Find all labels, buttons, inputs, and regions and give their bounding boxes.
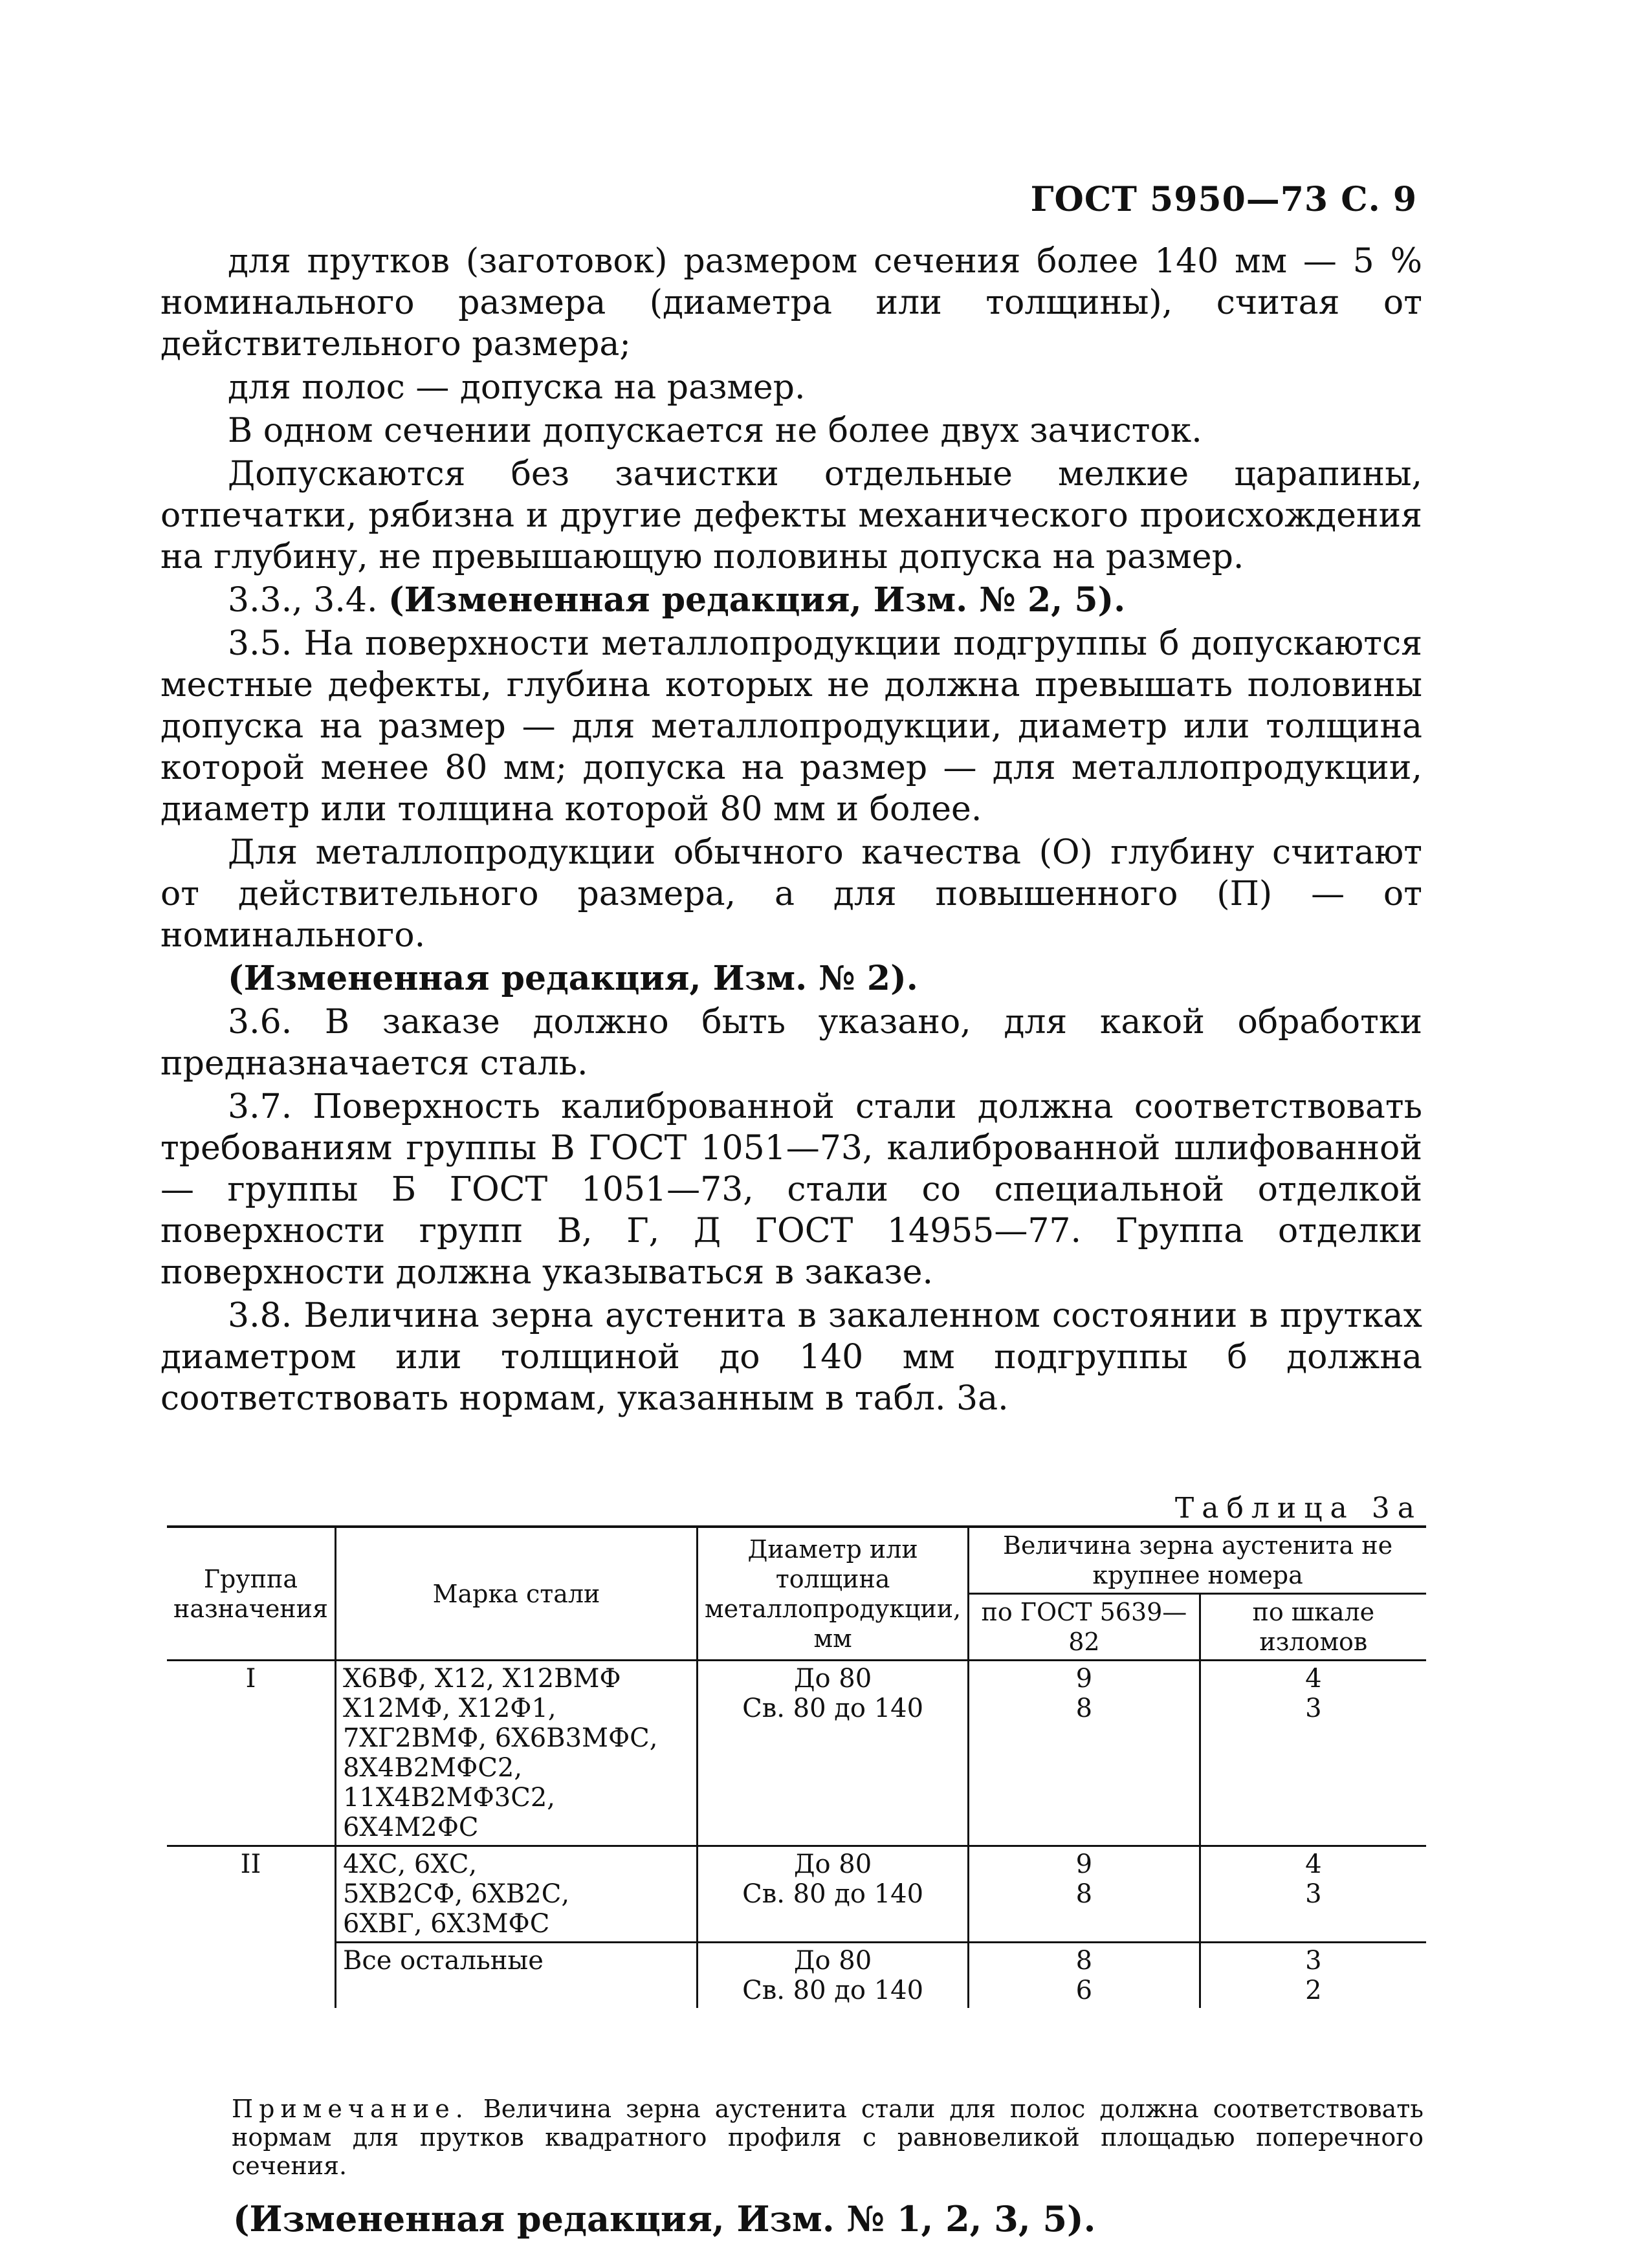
paragraph: для полос — допуска на размер. <box>228 368 806 407</box>
cell-diameter <box>698 1661 969 1846</box>
table-caption: Таблица 3а <box>1174 1492 1422 1525</box>
gost-value: 8 <box>1075 1694 1093 1723</box>
diameter-line: До 80 <box>793 1849 872 1879</box>
fracture-value: 3 <box>1305 1694 1322 1723</box>
note-text: Величина зерна аустенита стали для полос должна соответствовать нормам для прутков квадратного профиля с равновеликой площадью поперечного сечения. <box>232 2095 1424 2180</box>
cell-diameter <box>698 1846 969 1943</box>
paragraph: Для металлопродукции обычного качества (О) глубину считают от действительного размера, а для повышенного (П) — от номинального. <box>160 833 1422 955</box>
paragraph: 3.5. На поверхности металлопродукции подгруппы б допускаются местные дефекты, глубина которых не должна превышать половины допуска на размер — для металлопродукции, диаметр или толщина которой менее 80 мм; допуска на размер — для металлопродукции, диаметр или толщина которой 80 мм и более. <box>160 624 1422 829</box>
grade-line: Х6ВФ, Х12, Х12ВМФ <box>342 1664 621 1694</box>
cell-grade <box>335 1846 697 1943</box>
grade-line: 7ХГ2ВМФ, 6Х6В3МФС, <box>342 1723 658 1753</box>
gost-value: 8 <box>1075 1879 1093 1909</box>
table-row <box>167 1661 1426 1846</box>
paragraph <box>160 580 1422 621</box>
table-row <box>167 1943 1426 2009</box>
table-header-row <box>167 1527 1426 1594</box>
grade-line: Все остальные <box>342 1946 544 1976</box>
header-diameter: Диаметр или толщина металлопродукции, мм <box>698 1527 969 1661</box>
fracture-value: 2 <box>1305 1976 1322 2005</box>
paragraph: 3.7. Поверхность калиброванной стали должна соответствовать требованиям группы В ГОСТ 1051—73, калиброванной шлифованной — группы Б ГОСТ 1051—73, стали со специальной отделкой поверхности групп В, Г, Д ГОСТ 14955—77. Группа отделки поверхности должна указываться в заказе. <box>160 1087 1422 1292</box>
note-label: Примечание. <box>232 2095 469 2123</box>
grade-line: Х12МФ, Х12Ф1, <box>342 1694 556 1723</box>
cell-grade <box>335 1661 697 1846</box>
edition-note: (Измененная редакция, Изм. № 2). <box>228 959 918 998</box>
paragraph: для прутков (заготовок) размером сечения более 140 мм — 5 % номинального размера (диаметра или толщины), считая от действительного размера; <box>160 242 1422 364</box>
table-note <box>232 2095 1424 2180</box>
edition-note-footer: (Измененная редакция, Изм. № 1, 2, 3, 5). <box>233 2198 1096 2240</box>
body-text <box>160 241 1422 1421</box>
header-gost: по ГОСТ 5639—82 <box>969 1594 1200 1661</box>
gost-value: 8 <box>1075 1946 1093 1976</box>
cell-gost <box>969 1943 1200 2009</box>
grade-line: 4ХС, 6ХС, <box>342 1849 478 1879</box>
clause-number: 3.3., 3.4. <box>228 581 378 620</box>
page-header: ГОСТ 5950—73 С. 9 <box>1030 180 1417 219</box>
grade-line: 11Х4В2МФ3С2, 6Х4М2ФС <box>342 1783 555 1842</box>
grade-line: 6ХВГ, 6Х3МФС <box>342 1909 550 1939</box>
fracture-value: 3 <box>1305 1946 1322 1976</box>
cell-grade <box>335 1943 697 2009</box>
paragraph: В одном сечении допускается не более двух зачисток. <box>228 411 1202 450</box>
fracture-value: 4 <box>1305 1849 1322 1879</box>
diameter-line: Св. 80 до 140 <box>742 1694 924 1723</box>
grain-size-table <box>167 1525 1426 2008</box>
diameter-line: До 80 <box>793 1946 872 1976</box>
header-grade: Марка стали <box>335 1527 697 1661</box>
gost-value: 6 <box>1075 1976 1093 2005</box>
paragraph: Допускаются без зачистки отдельные мелкие царапины, отпечатки, рябизна и другие дефекты механического происхождения на глубину, не превышающую половины допуска на размер. <box>160 455 1422 576</box>
diameter-line: Св. 80 до 140 <box>742 1879 924 1909</box>
header-grain: Величина зерна аустенита не крупнее номера <box>969 1527 1426 1594</box>
header-group: Группа назначения <box>167 1527 335 1661</box>
fracture-value: 4 <box>1305 1664 1322 1694</box>
cell-group: II <box>167 1846 335 2009</box>
table-row <box>167 1846 1426 1943</box>
cell-fracture <box>1200 1661 1426 1846</box>
diameter-line: До 80 <box>793 1664 872 1694</box>
gost-value: 9 <box>1075 1664 1093 1694</box>
cell-fracture <box>1200 1846 1426 1943</box>
cell-fracture <box>1200 1943 1426 2009</box>
cell-diameter <box>698 1943 969 2009</box>
edition-note: (Измененная редакция, Изм. № 2, 5). <box>388 580 1126 620</box>
header-fracture: по шкале изломов <box>1200 1594 1426 1661</box>
cell-group: I <box>167 1661 335 1846</box>
diameter-line: Св. 80 до 140 <box>742 1976 924 2005</box>
grade-line: 5ХВ2СФ, 6ХВ2С, <box>342 1879 570 1909</box>
gost-value: 9 <box>1075 1849 1093 1879</box>
paragraph: 3.8. Величина зерна аустенита в закаленном состоянии в прутках диаметром или толщиной до 140 мм подгруппы б должна соответствовать нормам, указанным в табл. 3а. <box>160 1296 1422 1418</box>
cell-gost <box>969 1661 1200 1846</box>
grade-line: 8Х4В2МФС2, <box>342 1753 523 1783</box>
fracture-value: 3 <box>1305 1879 1322 1909</box>
paragraph: 3.6. В заказе должно быть указано, для какой обработки предназначается сталь. <box>160 1003 1422 1083</box>
cell-gost <box>969 1846 1200 1943</box>
